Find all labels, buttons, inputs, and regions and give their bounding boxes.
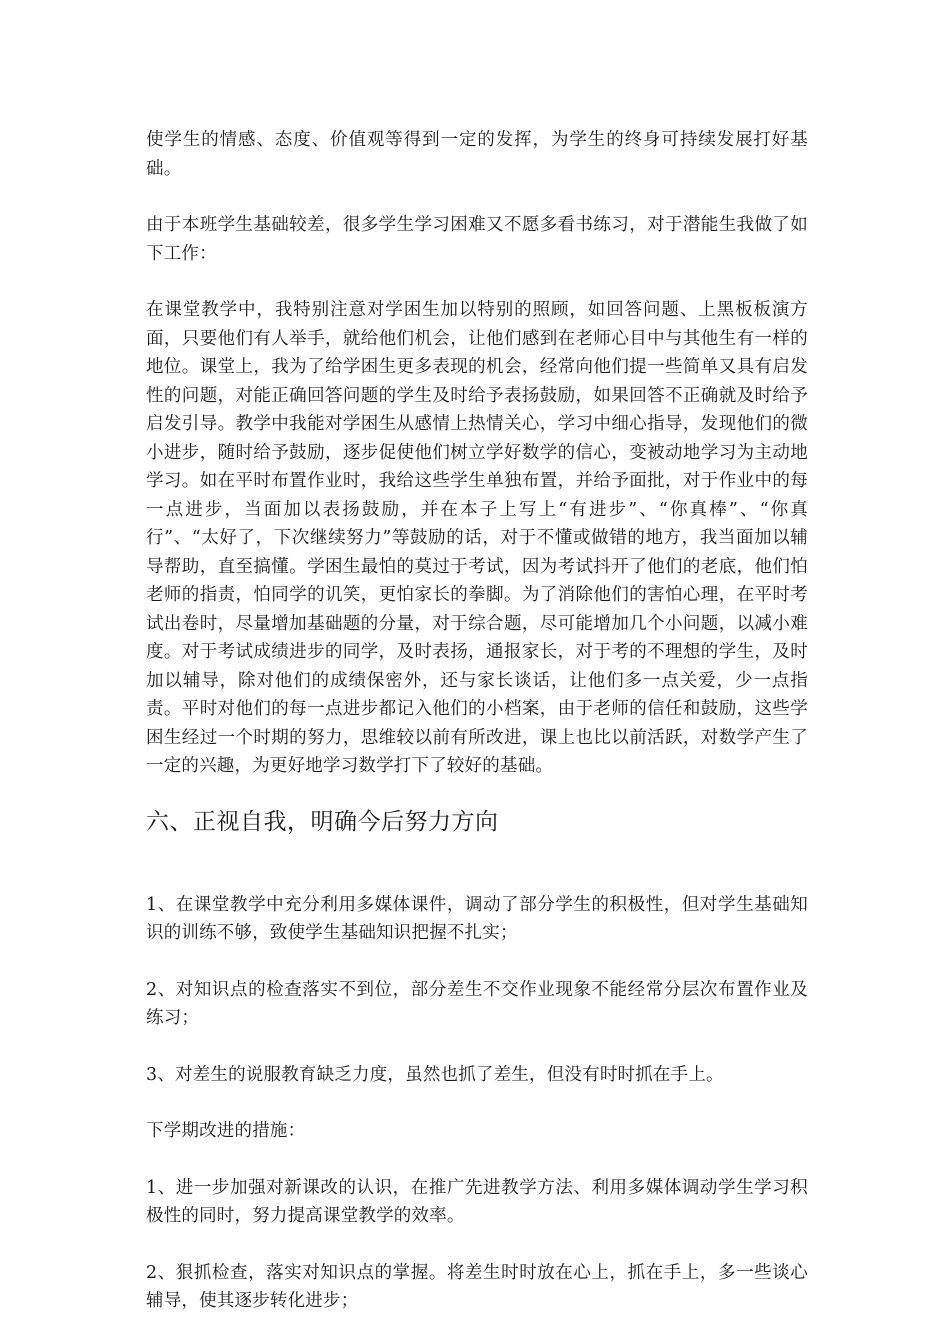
paragraph-potential-students-intro: 由于本班学生基础较差，很多学生学习困难又不愿多看书练习，对于潜能生我做了如下工作： (146, 215, 808, 264)
measures-heading: 下学期改进的措施： (146, 1121, 306, 1141)
list-item-shortcoming-3: 3、对差生的说服教育缺乏力度，虽然也抓了差生，但没有时时抓在手上。 (146, 1064, 724, 1085)
list-item-shortcoming-2: 2、对知识点的检查落实不到位，部分差生不交作业现象不能经常分层次布置作业及练习； (146, 979, 808, 1028)
section-heading: 六、正视自我，明确今后努力方向 (146, 808, 499, 835)
paragraph-foundation: 使学生的情感、态度、价值观等得到一定的发挥，为学生的终身可持续发展打好基础。 (146, 130, 808, 179)
list-item-shortcoming-1: 1、在课堂教学中充分利用多媒体课件，调动了部分学生的积极性，但对学生基础知识的训练不够，致使学生基础知识把握不扎实； (146, 894, 808, 943)
document-page (146, 126, 808, 1316)
paragraph-classroom-teaching: 在课堂教学中，我特别注意对学困生加以特别的照顾，如回答问题、上黑板板演方面，只要他们有人举手，就给他们机会，让他们感到在老师心目中与其他生有一样的地位。课堂上，我为了给学困生更多表现的机会，经常向他们提一些简单又具有启发性的问题，对能正确回答问题的学生及时给予表扬鼓励，如果回答不正确就及时给予启发引导。教学中我能对学困生从感情上热情关心，学习中细心指导，发现他们的微小进步，随时给予鼓励，逐步促使他们树立学好数学的信心，变被动地学习为主动地学习。如在平时布置作业时，我给这些学生单独布置，并给予面批，对于作业中的每一点进步，当面加以表扬鼓励，并在本子上写上“有进步”、“你真棒”、“你真行”、“太好了，下次继续努力”等鼓励的话，对于不懂或做错的地方，我当面加以辅导帮助，直至搞懂。学困生最怕的莫过于考试，因为考试抖开了他们的老底，他们怕老师的指责，怕同学的讥笑，更怕家长的拳脚。为了消除他们的害怕心理，在平时考试出卷时，尽量增加基础题的分量，对于综合题，尽可能增加几个小问题，以减小难度。对于考试成绩进步的同学，及时表扬，通报家长，对于考的不理想的学生，及时加以辅导，除对他们的成绩保密外，还与家长谈话，让他们多一点关爱，少一点指责。平时对他们的每一点进步都记入他们的小档案，由于老师的信任和鼓励，这些学困生经过一个时期的努力，思维较以前有所改进，课上也比以前活跃，对数学产生了一定的兴趣，为更好地学习数学打下了较好的基础。 (146, 300, 808, 776)
list-item-measure-1: 1、进一步加强对新课改的认识，在推广先进教学方法、利用多媒体调动学生学习积极性的同时，努力提高课堂教学的效率。 (146, 1177, 808, 1226)
list-item-measure-2: 2、狠抓检查，落实对知识点的掌握。将差生时时放在心上，抓在手上，多一些谈心辅导，使其逐步转化进步； (146, 1262, 808, 1311)
